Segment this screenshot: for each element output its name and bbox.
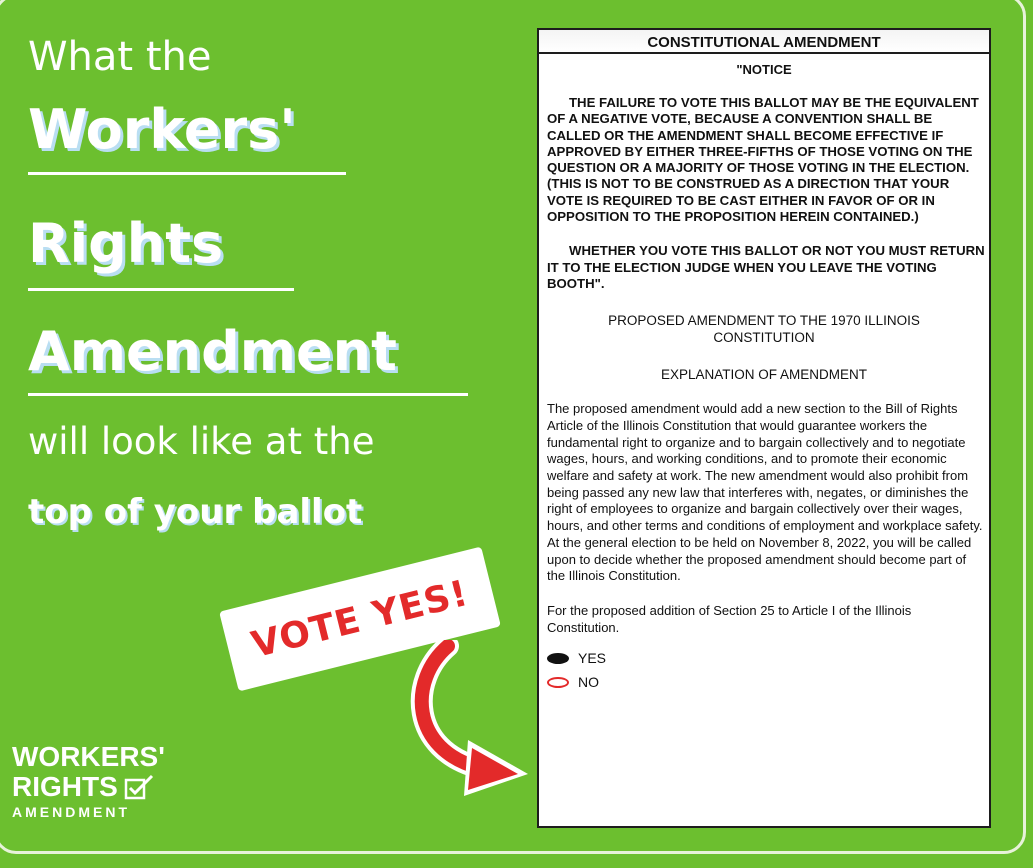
logo-line-rights: RIGHTS — [12, 771, 118, 802]
ballot-explanation-heading: EXPLANATION OF AMENDMENT — [660, 367, 868, 383]
choice-no-label: NO — [578, 674, 599, 691]
ballot-choice-yes[interactable] — [539, 650, 989, 666]
ballot-notice: "NOTICE — [736, 62, 792, 77]
heading-rights: Rights — [28, 212, 224, 275]
logo-line-amendment: AMENDMENT — [12, 804, 130, 820]
heading-workers: Workers' — [28, 98, 296, 161]
ballot-title: CONSTITUTIONAL AMENDMENT — [539, 30, 989, 54]
heading-line-6: top of your ballot — [28, 492, 363, 532]
ballot-notice-paragraph-2: WHETHER YOU VOTE THIS BALLOT OR NOT YOU MUST RETURN IT TO THE ELECTION JUDGE WHEN YOU LEAVE THE VOTING BOOTH". — [547, 243, 985, 291]
underline-rights — [28, 288, 294, 291]
empty-oval-icon[interactable] — [547, 677, 569, 688]
logo-line-workers: WORKERS' — [12, 741, 165, 772]
ballot-choice-no[interactable] — [539, 674, 989, 690]
ballot-explanation: The proposed amendment would add a new section to the Bill of Rights Article of the Illinois Constitution that would guarantee workers the fundamental right to organize and to bargain collectively and to negotiate wages, hours, and working conditions, and to promote their economic welfare and safety at work. The new amendment would also prohibit from being passed any new law that interferes with, negates, or diminishes the right of employees to organize and bargain collectively over their wages, hours, and other terms and conditions of employment and workplace safety. At the general election to be held on November 8, 2022, you will be called upon to decide whether the proposed amendment should become part of the Illinois Constitution. — [547, 401, 983, 584]
choice-yes-label: YES — [578, 650, 607, 667]
checkbox-check-icon — [124, 774, 154, 800]
underline-workers — [28, 172, 346, 175]
heading-line-1: What the — [28, 34, 212, 80]
vote-yes-text: VOTE YES! — [247, 572, 473, 666]
ballot-notice-paragraph-1: THE FAILURE TO VOTE THIS BALLOT MAY BE THE EQUIVALENT OF A NEGATIVE VOTE, BECAUSE A CONVENTION SHALL BE CALLED OR THE AMENDMENT SHALL BECOME EFFECTIVE IF APPROVED BY EITHER THREE-FIFTHS OF THOSE VOTING ON THE QUESTION OR A MAJORITY OF THOSE VOTING IN THE ELECTION. (THIS IS NOT TO BE CONSTRUED AS A DIRECTION THAT YOUR VOTE IS REQUIRED TO BE CAST EITHER IN FAVOR OF OR IN OPPOSITION TO THE PROPOSITION HEREIN CONTAINED.) — [547, 95, 979, 225]
underline-amendment — [28, 393, 468, 396]
ballot-proposed-heading: PROPOSED AMENDMENT TO THE 1970 ILLINOIS CONSTITUTION — [608, 313, 920, 346]
workers-rights-logo — [12, 742, 165, 820]
filled-oval-icon[interactable] — [547, 653, 569, 664]
curved-arrow-icon — [400, 640, 540, 800]
heading-line-5: will look like at the — [28, 420, 375, 463]
ballot-section-note: For the proposed addition of Section 25 to Article I of the Illinois Constitution. — [547, 603, 912, 635]
ballot-sample — [537, 28, 991, 828]
heading-amendment: Amendment — [28, 320, 397, 383]
